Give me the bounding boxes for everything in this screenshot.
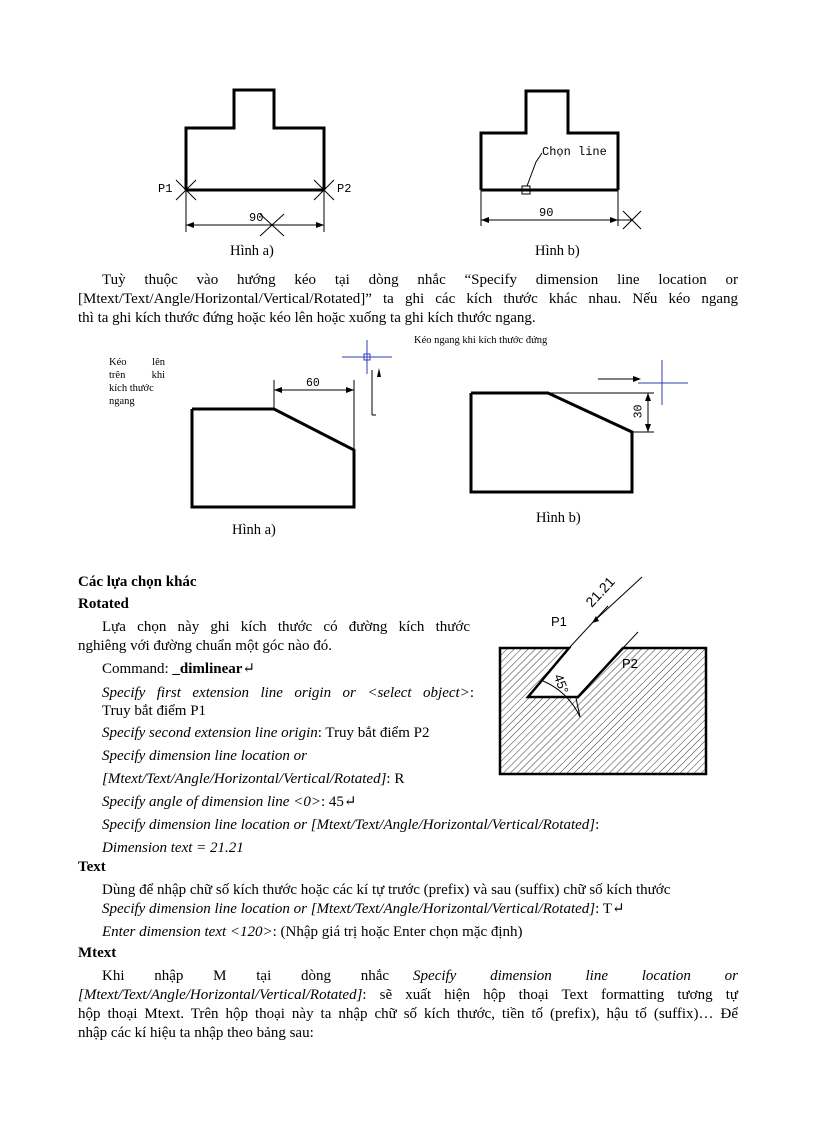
figure-2b <box>468 350 698 520</box>
figure-1b <box>470 80 670 255</box>
mtext-line2: [Mtext/Text/Angle/Horizontal/Vertical/Rotated]: sẽ xuất hiện hộp thoại Text formatting tương tự <box>78 987 738 1003</box>
para1-line1: Tuỳ thuộc vào hướng kéo tại dòng nhắc “Specify dimension line location or <box>102 272 738 288</box>
mtext-line4: nhập các kí hiệu ta nhập theo bảng sau: <box>78 1025 314 1041</box>
dim-90-b: 90 <box>539 206 554 220</box>
rotated-line6: Specify dimension line location or [Mtext/Text/Angle/Horizontal/Vertical/Rotated]: <box>102 817 600 833</box>
rotated-line4: [Mtext/Text/Angle/Horizontal/Vertical/Rotated]: R <box>102 771 405 787</box>
rot-p1: P1 <box>551 614 567 629</box>
rotated-line2: Specify second extension line origin: Truy bắt điểm P2 <box>102 725 430 741</box>
mtext-line1: Khi nhập M tại dòng nhắc Specify dimension line location or <box>102 968 738 984</box>
caption-figure-1a: Hình a) <box>230 243 274 259</box>
dim-90-a: 90 <box>249 211 264 225</box>
rotated-line5: Specify angle of dimension line <0>: 45↵ <box>102 794 357 810</box>
rotated-command: Command: _dimlinear↵ <box>102 661 255 677</box>
rotated-line3: Specify dimension line location or <box>102 748 307 764</box>
text-desc: Dùng để nhập chữ số kích thước hoặc các kí tự trước (prefix) và sau (suffix) chữ số kích thước <box>102 882 671 898</box>
heading-mtext: Mtext <box>78 945 117 961</box>
figure-rotated <box>498 580 738 780</box>
figure-2a <box>190 340 390 515</box>
rot-p2: P2 <box>622 656 638 671</box>
label-p2-a: P2 <box>337 182 352 196</box>
heading-text: Text <box>78 859 106 875</box>
heading-rotated: Rotated <box>78 596 129 612</box>
para1-line3: thì ta ghi kích thước đứng hoặc kéo lên hoặc xuống ta ghi kích thước ngang. <box>78 310 536 326</box>
text-line1: Specify dimension line location or [Mtext/Text/Angle/Horizontal/Vertical/Rotated]: T↵ <box>102 901 625 917</box>
para1-line2: [Mtext/Text/Angle/Horizontal/Vertical/Rotated]” ta ghi các kích thước khác nhau. Nếu kéo ngang <box>78 291 738 307</box>
mtext-line3: hộp thoại Mtext. Trên hộp thoại này ta nhập chữ số kích thước, tiền tố (prefix), hậu tố (suffix)… Để <box>78 1006 738 1022</box>
dim-30: 30 <box>632 404 646 419</box>
rotated-desc2: nghiêng với đường chuẩn một góc nào đó. <box>78 638 332 654</box>
rot-angle: 45° <box>550 672 572 696</box>
note-drag-up: Kéo lên trên khi kích thước ngang <box>109 357 165 407</box>
rotated-line7: Dimension text = 21.21 <box>102 840 244 856</box>
figure-1a <box>150 80 350 255</box>
rotated-line1-tail: Truy bắt điểm P1 <box>102 703 207 719</box>
caption-figure-1b: Hình b) <box>535 243 580 259</box>
dim-60: 60 <box>306 377 320 390</box>
note-drag-horizontal: Kéo ngang khi kích thước đứng <box>414 335 548 346</box>
label-p1-a: P1 <box>158 182 173 196</box>
section-title: Các lựa chọn khác <box>78 574 197 590</box>
callout-chon-line: Chọn line <box>542 145 607 159</box>
caption-figure-2b: Hình b) <box>536 510 581 526</box>
caption-figure-2a: Hình a) <box>232 522 276 538</box>
rotated-desc1: Lựa chọn này ghi kích thước có đường kích thước <box>102 619 470 635</box>
rotated-line1: Specify first extension line origin or <select object>: <box>102 685 474 701</box>
rot-dim: 21.21 <box>582 573 618 610</box>
text-line2: Enter dimension text <120>: (Nhập giá trị hoặc Enter chọn mặc định) <box>102 924 523 940</box>
